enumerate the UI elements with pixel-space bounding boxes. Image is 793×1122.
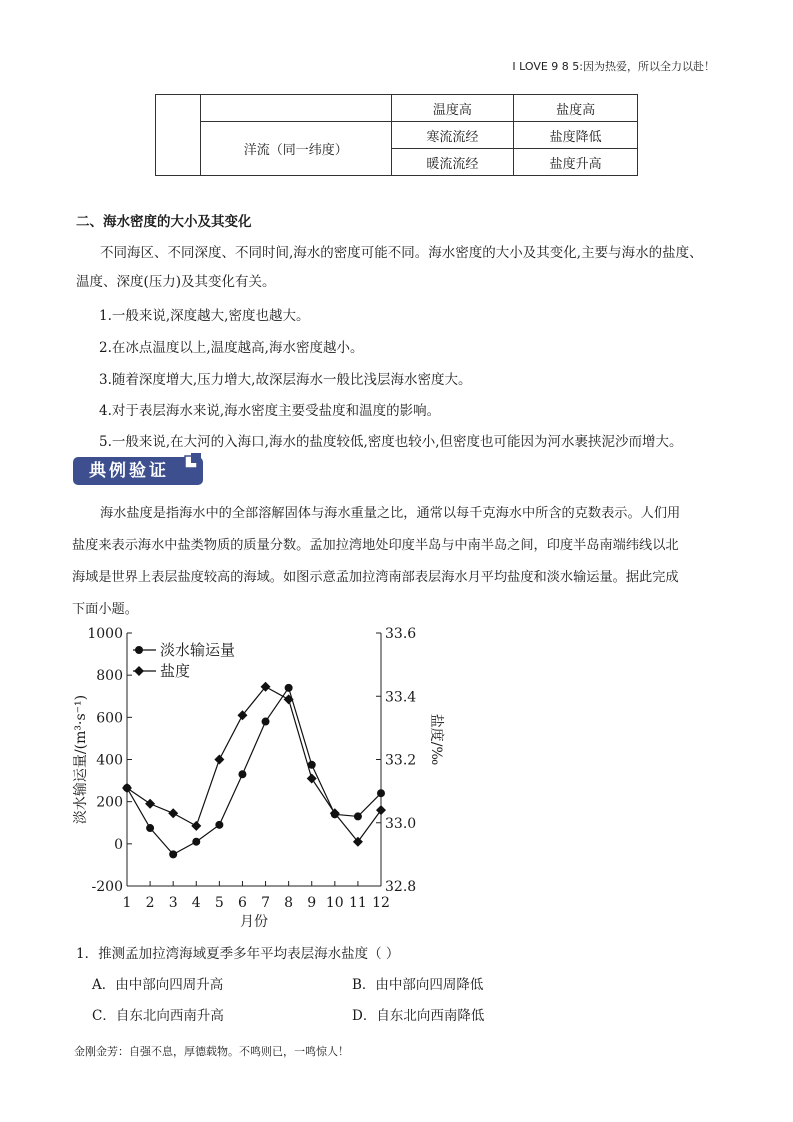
x-axis-label: 月份 — [240, 914, 268, 930]
x-tick-label: 4 — [191, 895, 201, 911]
option-c[interactable]: C．自东北向西南升高 — [92, 1008, 224, 1024]
option-a[interactable]: A．由中部向四周升高 — [92, 977, 224, 993]
x-tick-label: 2 — [145, 895, 155, 911]
example-text-line: 海水盐度是指海水中的全部溶解固体与海水重量之比，通常以每千克海水中所含的克数表示。人们用 — [100, 506, 681, 521]
salinity-point — [168, 808, 178, 818]
x-tick-label: 7 — [261, 895, 271, 911]
table-blank-cell — [156, 95, 201, 176]
x-tick-label: 9 — [307, 895, 317, 911]
freshwater-point — [238, 770, 246, 778]
freshwater-point — [192, 838, 200, 846]
right-tick-label: 33.0 — [385, 815, 417, 832]
example-text-line: 下面小题。 — [72, 602, 138, 617]
freshwater-point — [377, 789, 385, 797]
freshwater-legend-marker — [135, 646, 143, 654]
x-tick-label: 3 — [168, 895, 178, 911]
freshwater-line — [127, 688, 381, 855]
x-tick-label: 6 — [237, 895, 247, 911]
salinity-table-fragment — [155, 94, 638, 176]
x-tick-label: 8 — [284, 895, 294, 911]
right-tick-label: 33.4 — [385, 689, 417, 706]
x-tick-label: 12 — [372, 895, 390, 911]
freshwater-point — [169, 850, 177, 858]
density-point: 5.一般来说,在大河的入海口,海水的盐度较低,密度也较小,但密度也可能因为河水裹挟泥沙而增大。 — [99, 434, 683, 450]
salinity-point — [307, 773, 317, 783]
table-cell: 盐度高 — [514, 95, 638, 122]
salinity-legend-marker — [134, 666, 144, 676]
left-tick-label: 0 — [114, 836, 123, 853]
example-text-line: 海域是世界上表层盐度较高的海域。如图示意孟加拉湾南部表层海水月平均盐度和淡水输运量。据此完成 — [72, 570, 679, 585]
table-cell: 温度高 — [391, 95, 514, 122]
freshwater-point — [354, 812, 362, 820]
banner-corner-icon — [183, 452, 205, 474]
option-b[interactable]: B．由中部向四周降低 — [352, 977, 484, 993]
salinity-point — [191, 821, 201, 831]
header-slogan: I LOVE 9 8 5:因为热爱，所以全力以赴！ — [512, 60, 715, 73]
left-tick-label: 600 — [96, 710, 123, 727]
option-d[interactable]: D．自东北向西南降低 — [352, 1008, 485, 1024]
right-tick-label: 33.2 — [385, 752, 417, 769]
salinity-legend-label: 盐度 — [160, 662, 191, 680]
salinity-point — [214, 755, 224, 765]
example-text-line: 盐度来表示海水中盐类物质的质量分数。孟加拉湾地处印度半岛与中南半岛之间，印度半岛南端纬线以北 — [72, 538, 679, 553]
table-blank-cell — [200, 95, 391, 122]
table-cell: 暖流流经 — [391, 149, 514, 176]
salinity-line — [127, 687, 381, 842]
example-banner: 典例验证 — [73, 457, 203, 485]
freshwater-point — [215, 821, 223, 829]
freshwater-point — [146, 824, 154, 832]
x-tick-label: 1 — [122, 895, 132, 911]
x-tick-label: 5 — [214, 895, 224, 911]
freshwater-point — [285, 684, 293, 692]
right-axis-label: 盐度/‰ — [428, 713, 444, 766]
freshwater-point — [262, 718, 270, 726]
freshwater-legend-label: 淡水输运量 — [160, 641, 236, 659]
footer-motto: 金刚金芳：自强不息，厚德载物。不鸣则已，一鸣惊人！ — [74, 1045, 349, 1058]
density-point: 2.在冰点温度以上,温度越高,海水密度越小。 — [99, 340, 364, 356]
density-point: 3.随着深度增大,压力增大,故深层海水一般比浅层海水密度大。 — [99, 372, 472, 388]
left-tick-label: 800 — [96, 668, 123, 685]
left-tick-label: 400 — [96, 752, 123, 769]
left-axis-label: 淡水输运量/(m³·s⁻¹) — [73, 694, 89, 825]
density-point: 1.一般来说,深度越大,密度也越大。 — [99, 308, 310, 324]
table-cell: 盐度降低 — [514, 122, 638, 149]
right-tick-label: 33.6 — [385, 626, 417, 642]
question-stem: 1．推测孟加拉湾海域夏季多年平均表层海水盐度（ ） — [76, 946, 400, 962]
left-tick-label: -200 — [91, 879, 123, 895]
salinity-point — [122, 783, 132, 793]
salinity-point — [376, 805, 386, 815]
salinity-point — [145, 799, 155, 809]
table-cell: 盐度升高 — [514, 149, 638, 176]
x-tick-label: 11 — [348, 895, 367, 911]
salinity-freshwater-chart — [60, 620, 460, 935]
section-intro-line-2: 温度、深度(压力)及其变化有关。 — [76, 274, 276, 290]
section-title: 二、海水密度的大小及其变化 — [76, 214, 252, 230]
table-cell: 寒流流经 — [391, 122, 514, 149]
left-tick-label: 1000 — [87, 626, 123, 642]
table-group-label: 洋流（同一纬度） — [200, 122, 391, 176]
salinity-point — [284, 694, 294, 704]
right-tick-label: 32.8 — [385, 879, 417, 895]
x-tick-label: 10 — [325, 895, 344, 911]
density-point: 4.对于表层海水来说,海水密度主要受盐度和温度的影响。 — [99, 403, 441, 419]
left-tick-label: 200 — [96, 794, 123, 811]
section-intro-line-1: 不同海区、不同深度、不同时间,海水的密度可能不同。海水密度的大小及其变化,主要与海水的盐度、 — [100, 245, 703, 261]
